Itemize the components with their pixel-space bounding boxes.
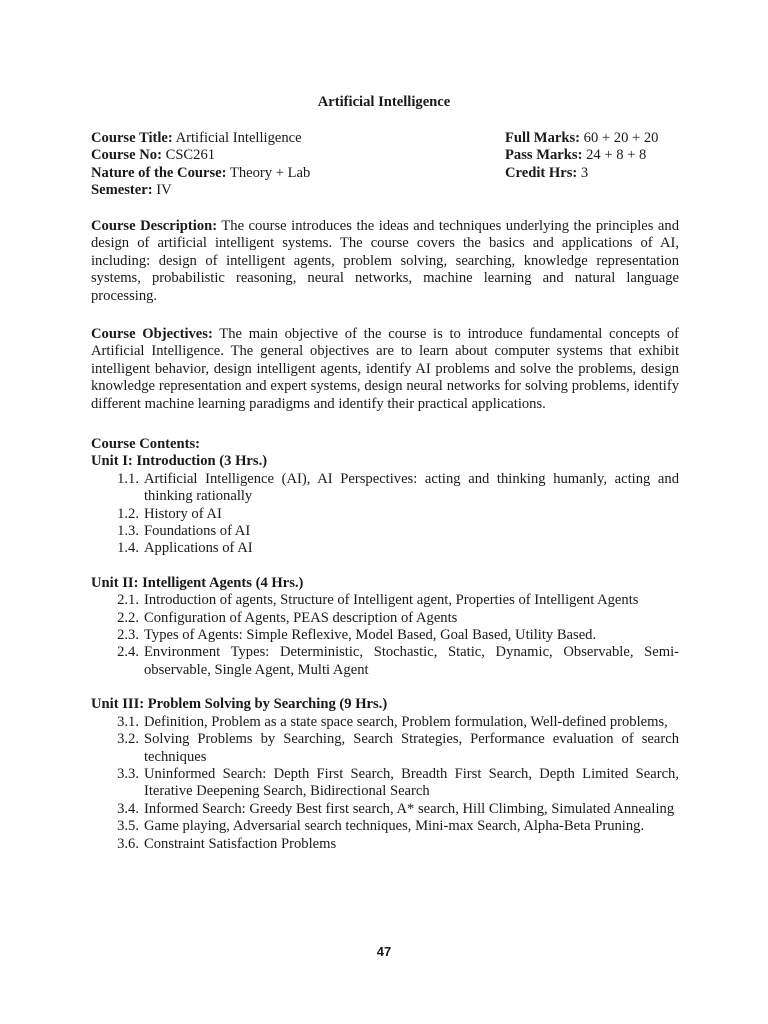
- item-text: Uninformed Search: Depth First Search, Breadth First Search, Depth Limited Search, Iterative Deepening Search, Bidirectional Search: [144, 765, 679, 800]
- unit-heading: Unit I: Introduction (3 Hrs.): [91, 453, 268, 470]
- nature-label: Nature of the Course:: [91, 164, 227, 181]
- course-meta: [91, 130, 691, 200]
- list-item: [91, 714, 679, 731]
- description-text: The course introduces the ideas and techniques underlying the principles and design of artificial intelligent systems. The course covers the basics and applications of AI, including: design of intelligent agents, problem solving, searching, knowledge representation systems, probabilistic reasoning, neural networks, machine learning and natural language processing.: [91, 218, 679, 304]
- course-description: [91, 218, 679, 305]
- item-text: Artificial Intelligence (AI), AI Perspectives: acting and thinking humanly, acting and thinking rationally: [144, 470, 679, 505]
- meta-row: [91, 165, 691, 182]
- course-title-value: Artificial Intelligence: [172, 130, 302, 146]
- course-title: [91, 130, 505, 147]
- meta-row: [91, 130, 691, 147]
- description-label: Course Description:: [91, 218, 218, 234]
- pass-marks-value: 24 + 8 + 8: [582, 147, 647, 164]
- credit-hrs-value: 3: [577, 164, 589, 181]
- semester-value: IV: [152, 182, 172, 199]
- course-no-value: CSC261: [161, 147, 216, 164]
- pass-marks: [505, 147, 646, 164]
- list-item: [91, 506, 679, 523]
- page-number: 47: [376, 944, 392, 959]
- item-number: 2.1.: [117, 592, 139, 609]
- item-number: 3.5.: [117, 818, 139, 835]
- item-number: 1.4.: [117, 540, 139, 557]
- unit-section: [91, 696, 679, 853]
- item-text: Environment Types: Deterministic, Stochastic, Static, Dynamic, Observable, Semi-observable, Single Agent, Multi Agent: [144, 644, 679, 678]
- unit-section: [91, 453, 679, 557]
- list-item: [91, 731, 679, 766]
- list-item: [91, 627, 679, 644]
- credit-hrs: [505, 165, 588, 182]
- item-text: Types of Agents: Simple Reflexive, Model Based, Goal Based, Utility Based.: [144, 627, 597, 644]
- item-text: Configuration of Agents, PEAS description of Agents: [144, 609, 458, 626]
- list-item: [91, 471, 679, 506]
- item-text: Foundations of AI: [144, 523, 251, 540]
- item-number: 3.4.: [117, 800, 139, 817]
- list-item: [91, 836, 679, 853]
- list-item: [91, 610, 679, 627]
- list-item: [91, 801, 679, 818]
- list-item: [91, 644, 679, 679]
- contents-heading: Course Contents:: [91, 436, 201, 452]
- course-contents: [91, 436, 679, 870]
- item-text: History of AI: [144, 505, 222, 522]
- course-nature: [91, 165, 505, 182]
- course-title-label: Course Title:: [91, 130, 173, 146]
- item-text: Game playing, Adversarial search techniques, Mini-max Search, Alpha-Beta Pruning.: [144, 818, 645, 835]
- meta-row: [91, 182, 691, 199]
- list-item: [91, 818, 679, 835]
- page-title: Artificial Intelligence: [317, 94, 451, 110]
- nature-value: Theory + Lab: [226, 164, 311, 181]
- item-number: 3.2.: [117, 731, 139, 748]
- semester: [91, 182, 505, 199]
- item-number: 2.3.: [117, 627, 139, 644]
- full-marks-value: 60 + 20 + 20: [580, 130, 659, 146]
- pass-marks-label: Pass Marks:: [505, 147, 583, 164]
- unit-heading: Unit II: Intelligent Agents (4 Hrs.): [91, 574, 304, 591]
- semester-label: Semester:: [91, 182, 153, 199]
- meta-row: [91, 147, 691, 164]
- full-marks-label: Full Marks:: [505, 130, 580, 146]
- item-number: 3.6.: [117, 835, 139, 852]
- course-no-label: Course No:: [91, 147, 162, 164]
- item-number: 3.1.: [117, 713, 139, 730]
- item-number: 1.3.: [117, 523, 139, 540]
- item-text: Constraint Satisfaction Problems: [144, 835, 337, 852]
- item-text: Introduction of agents, Structure of Intelligent agent, Properties of Intelligent Agents: [144, 592, 639, 609]
- full-marks: [505, 130, 658, 147]
- item-text: Solving Problems by Searching, Search Strategies, Performance evaluation of search techniques: [144, 731, 679, 765]
- unit-section: [91, 575, 679, 679]
- list-item: [91, 766, 679, 801]
- objectives-label: Course Objectives:: [91, 326, 213, 342]
- list-item: [91, 540, 679, 557]
- course-objectives: [91, 326, 679, 413]
- credit-hrs-label: Credit Hrs:: [505, 164, 578, 181]
- item-number: 3.3.: [117, 765, 139, 782]
- list-item: [91, 592, 679, 609]
- item-number: 1.1.: [117, 470, 139, 487]
- course-no: [91, 147, 505, 164]
- item-number: 2.2.: [117, 609, 139, 626]
- list-item: [91, 523, 679, 540]
- item-text: Informed Search: Greedy Best first search, A* search, Hill Climbing, Simulated Annealing: [144, 800, 675, 817]
- objectives-text: The main objective of the course is to introduce fundamental concepts of Artificial Intelligence. The general objectives are to learn about computer systems that exhibit intelligent behavior, design intelligent agents, identify AI problems and solve the problems, design knowledge representation and expert systems, design neural networks for solving problems, identify different machine learning paradigms and identify their practical applications.: [91, 326, 679, 412]
- item-text: Applications of AI: [144, 540, 253, 557]
- unit-heading: Unit III: Problem Solving by Searching (9 Hrs.): [91, 696, 388, 713]
- item-number: 2.4.: [117, 644, 139, 661]
- item-text: Definition, Problem as a state space search, Problem formulation, Well-defined problems,: [144, 713, 668, 730]
- item-number: 1.2.: [117, 505, 139, 522]
